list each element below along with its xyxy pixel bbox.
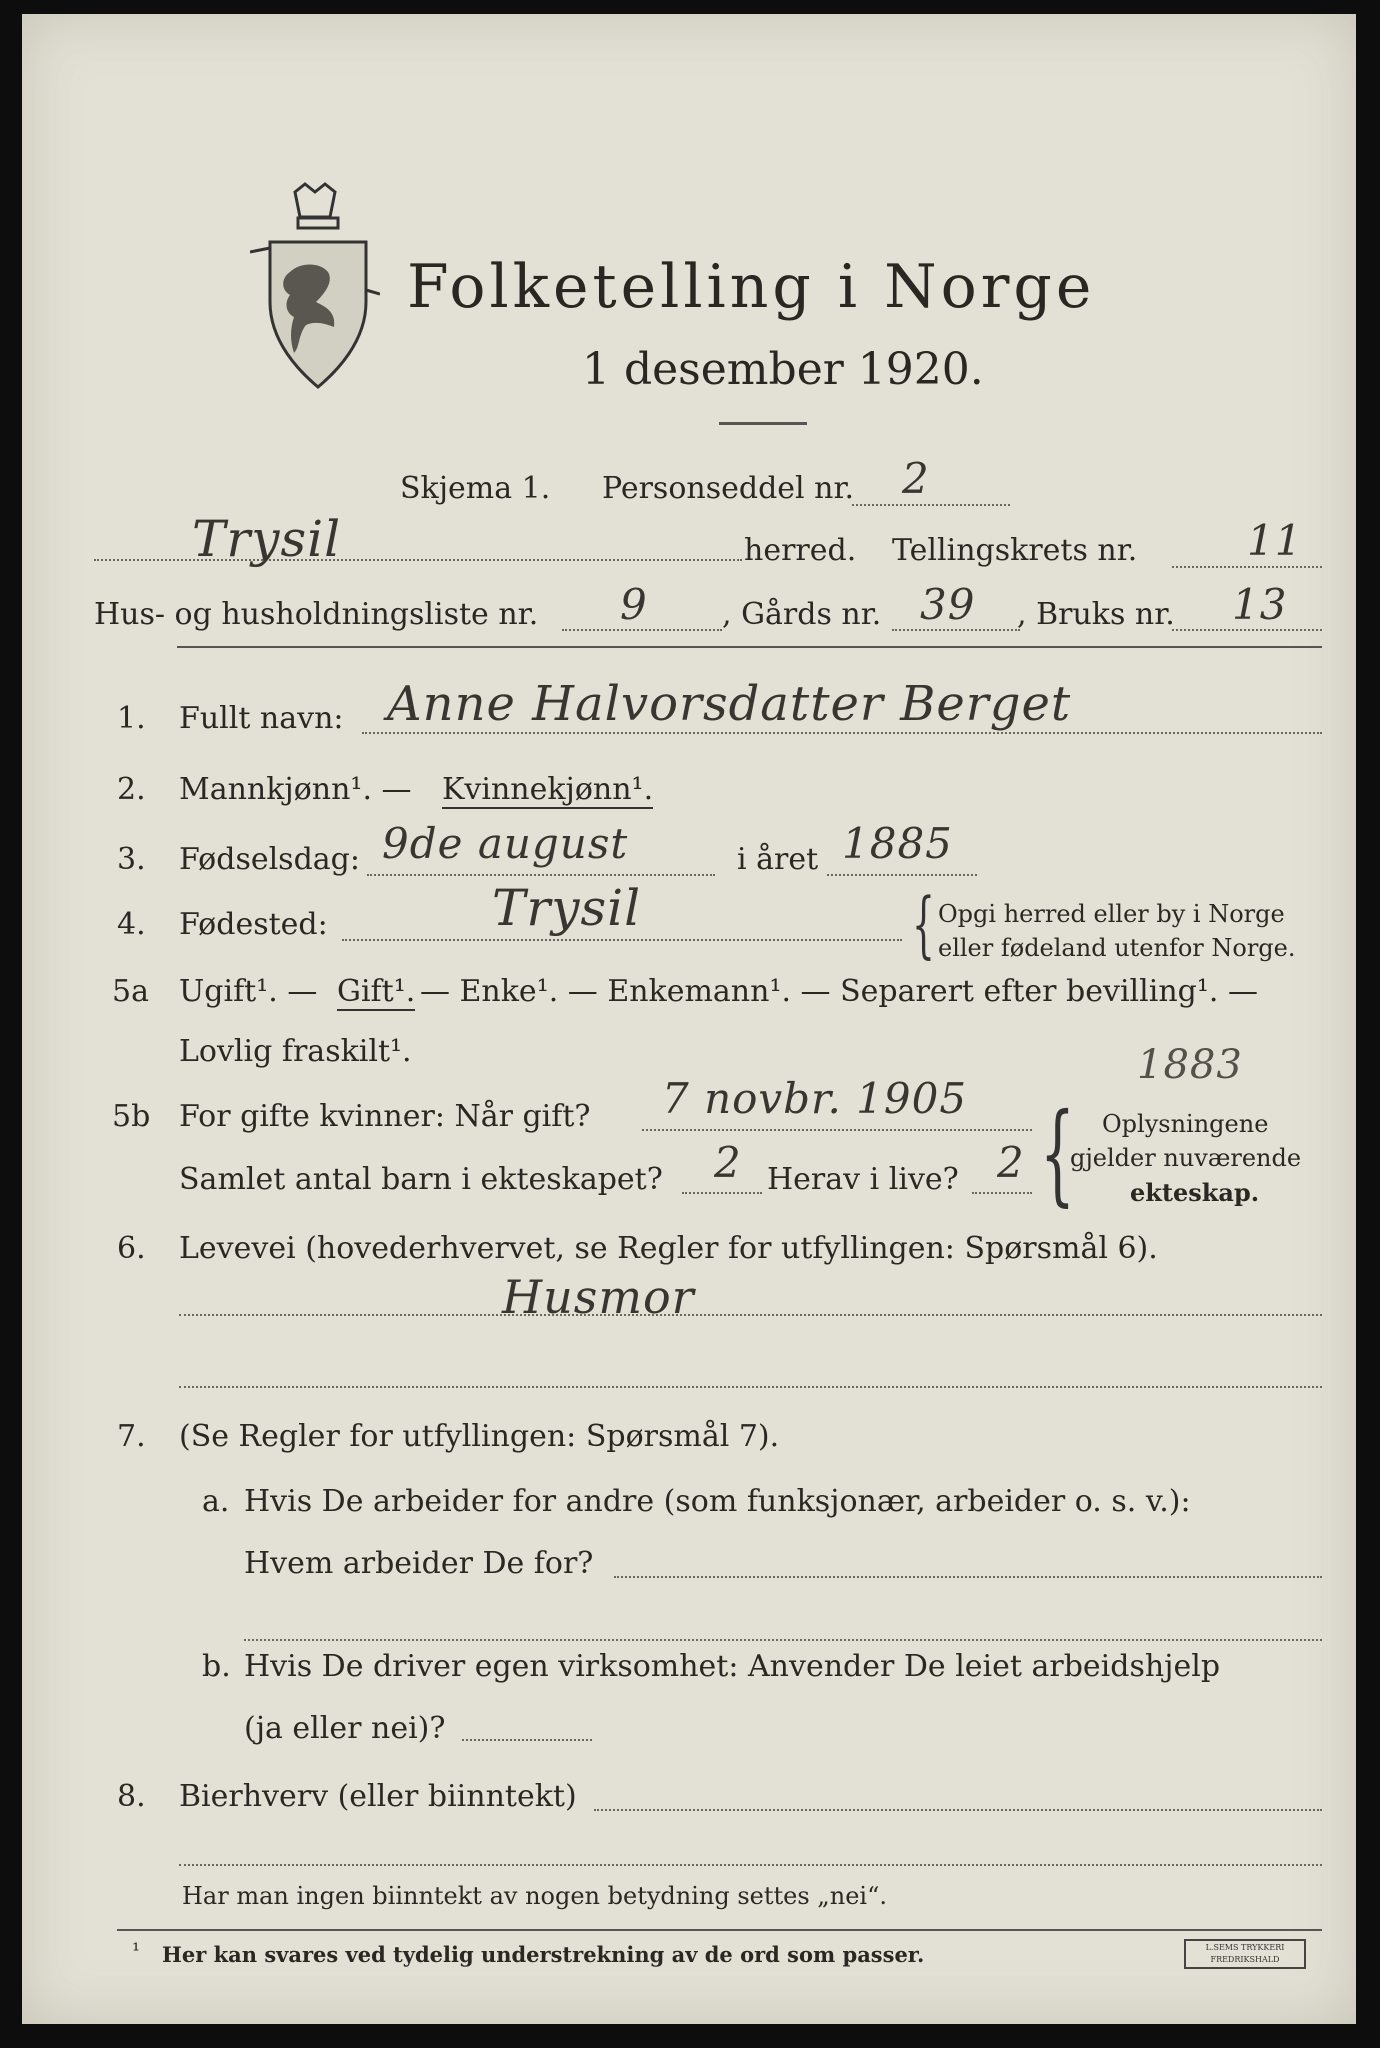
q5b-annotation: 1883 <box>1137 1042 1243 1088</box>
printer-stamp-text: L.SEMS TRYKKERI FREDRIKSHALD <box>1205 1943 1285 1964</box>
husholdning-value[interactable]: 9 <box>620 580 648 629</box>
q6-label: Levevei (hovederhvervet, se Regler for utfyllingen: Spørsmål 6). <box>179 1231 1158 1266</box>
bruks-label: , Bruks nr. <box>1017 597 1175 632</box>
q6-number: 6. <box>117 1231 146 1266</box>
q7-label: (Se Regler for utfyllingen: Spørsmål 7). <box>179 1419 780 1454</box>
q7b-number: b. <box>202 1649 231 1684</box>
q7b-label-2: (ja eller nei)? <box>244 1711 446 1746</box>
q3-year-line <box>827 874 977 876</box>
q5b-label-married: For gifte kvinner: Når gift? <box>179 1099 591 1134</box>
personseddel-line <box>852 504 1010 506</box>
tellingskrets-value[interactable]: 11 <box>1247 516 1303 565</box>
q1-line <box>362 732 1322 734</box>
husholdning-label: Hus- og husholdningsliste nr. <box>94 597 539 632</box>
q8-label: Bierhverv (eller biinntekt) <box>179 1779 577 1814</box>
q2-number: 2. <box>117 772 146 807</box>
q3-year-value[interactable]: 1885 <box>842 819 953 868</box>
q7a-line-2 <box>244 1639 1322 1641</box>
tellingskrets-line <box>1172 566 1322 568</box>
q4-label: Fødested: <box>179 907 328 942</box>
husholdning-line <box>562 629 722 631</box>
q4-note-2: eller fødeland utenfor Norge. <box>938 934 1296 962</box>
gards-line <box>892 629 1020 631</box>
printer-stamp <box>1184 1939 1306 1969</box>
q8-line-2 <box>179 1864 1322 1866</box>
q2-label-female[interactable]: Kvinnekjønn¹. <box>442 772 654 807</box>
q3-label: Fødselsdag: <box>179 842 360 877</box>
form-date: 1 desember 1920. <box>582 344 984 395</box>
q3-line <box>367 874 715 876</box>
gards-label: , Gårds nr. <box>722 597 882 632</box>
q5b-note-2: gjelder nuværende <box>1070 1144 1302 1172</box>
q3-value[interactable]: 9de august <box>382 819 629 868</box>
q8-line-1 <box>594 1809 1322 1811</box>
footnote-text: Her kan svares ved tydelig understrekning av de ord som passer. <box>162 1942 925 1967</box>
q5a-number: 5a <box>112 974 149 1009</box>
q5a-fraskilt[interactable]: Lovlig fraskilt¹. <box>179 1034 412 1069</box>
q5b-note-1: Oplysningene <box>1102 1110 1269 1138</box>
q3-year-label: i året <box>737 842 819 877</box>
q4-value[interactable]: Trysil <box>492 879 642 937</box>
q4-number: 4. <box>117 907 146 942</box>
title-divider <box>719 422 807 425</box>
form-title: Folketelling i Norge <box>407 252 1096 322</box>
q8-note: Har man ingen biinntekt av nogen betydning settes „nei“. <box>182 1882 887 1910</box>
q5b-label-children: Samlet antal barn i ekteskapet? <box>179 1162 663 1197</box>
q6-line-2 <box>179 1386 1322 1388</box>
skjema-label: Skjema 1. <box>400 471 551 506</box>
q5b-children-line <box>682 1192 762 1194</box>
header-rule <box>177 646 1322 648</box>
q5b-brace: { <box>1040 1089 1075 1217</box>
q7b-label-1: Hvis De driver egen virksomhet: Anvender De leiet arbeidshjelp <box>244 1649 1221 1684</box>
coat-of-arms-icon <box>250 182 380 402</box>
personseddel-label: Personseddel nr. <box>602 471 855 506</box>
q4-line <box>342 939 902 941</box>
q5b-note-3: ekteskap. <box>1130 1178 1260 1207</box>
bruks-value[interactable]: 13 <box>1232 580 1288 629</box>
herred-value[interactable]: Trysil <box>192 510 342 568</box>
bruks-line <box>1172 629 1322 631</box>
q4-note-1: Opgi herred eller by i Norge <box>938 900 1285 928</box>
q5a-ugift[interactable]: Ugift¹. — <box>179 974 318 1009</box>
q6-line-1 <box>179 1314 1322 1316</box>
q5b-children-value[interactable]: 2 <box>714 1138 742 1187</box>
q7a-line-1 <box>614 1576 1322 1578</box>
q1-value[interactable]: Anne Halvorsdatter Berget <box>387 676 1072 732</box>
q5a-other[interactable]: — Enke¹. — Enkemann¹. — Separert efter bevilling¹. — <box>420 974 1258 1009</box>
q7b-line <box>462 1739 592 1741</box>
q7a-label-1: Hvis De arbeider for andre (som funksjonær, arbeider o. s. v.): <box>244 1484 1191 1519</box>
gards-value[interactable]: 39 <box>920 580 976 629</box>
personseddel-value[interactable]: 2 <box>902 454 930 503</box>
census-form <box>22 14 1356 2024</box>
q2-label-male: Mannkjønn¹. — <box>179 772 412 807</box>
q4-brace: { <box>912 882 935 966</box>
q6-value[interactable]: Husmor <box>502 1270 695 1324</box>
q5a-gift[interactable]: Gift¹. <box>337 974 416 1009</box>
footnote-rule <box>117 1929 1322 1931</box>
q3-number: 3. <box>117 842 146 877</box>
q1-label: Fullt navn: <box>179 701 344 736</box>
q7a-label-2: Hvem arbeider De for? <box>244 1546 594 1581</box>
tellingskrets-label: Tellingskrets nr. <box>892 533 1138 568</box>
q8-number: 8. <box>117 1779 146 1814</box>
q5b-label-alive: Herav i live? <box>767 1162 959 1197</box>
footnote-mark: ¹ <box>132 1938 141 1962</box>
herred-label: herred. <box>744 533 857 568</box>
q5b-married-line <box>642 1129 1032 1131</box>
q7a-number: a. <box>202 1484 230 1519</box>
q1-number: 1. <box>117 701 146 736</box>
q5b-married-value[interactable]: 7 novbr. 1905 <box>662 1074 968 1123</box>
q5b-number: 5b <box>112 1099 151 1134</box>
q5b-alive-value[interactable]: 2 <box>997 1138 1025 1187</box>
q7-number: 7. <box>117 1419 146 1454</box>
q5b-alive-line <box>972 1192 1032 1194</box>
